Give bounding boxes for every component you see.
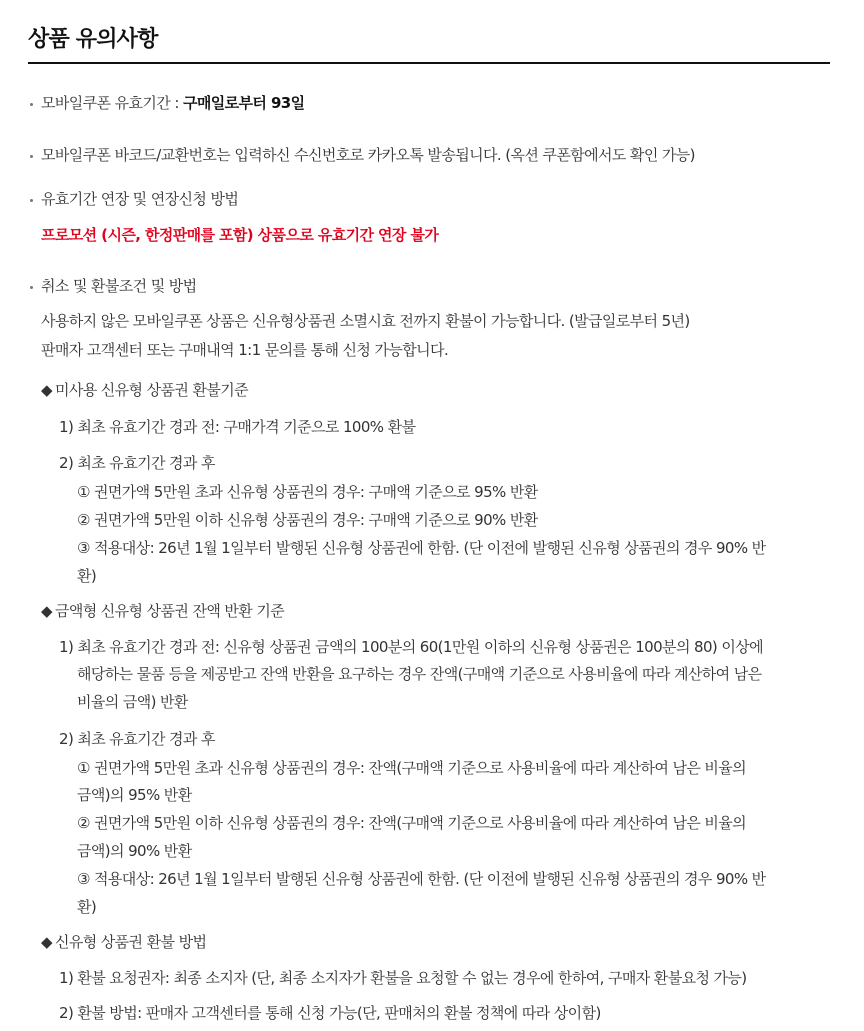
- unused-item-1: 1) 최초 유효기간 경과 전: 구매가격 기준으로 100% 환불: [59, 418, 416, 436]
- unused-refund-heading-text: 미사용 신유형 상품권 환불기준: [54, 381, 249, 399]
- balance-sub-2-cont: 금액)의 90% 반환: [77, 842, 192, 860]
- balance-sub-3: ③ 적용대상: 26년 1월 1일부터 발행된 신유형 상품권에 한함. (단 이전에 발행된 신유형 상품권의 경우 90% 반: [77, 870, 766, 888]
- title-divider: [28, 62, 830, 64]
- unused-sub-1: ① 권면가액 5만원 초과 신유형 상품권의 경우: 구매액 기준으로 95% 반환: [77, 483, 538, 501]
- page-title: 상품 유의사항: [28, 27, 158, 52]
- extension-heading: 유효기간 연장 및 연장신청 방법: [41, 190, 239, 208]
- method-item-1: 1) 환불 요청권자: 최종 소지자 (단, 최종 소지자가 환불을 요청할 수 없는 경우에 한하여, 구매자 환불요청 가능): [59, 969, 747, 987]
- balance-sub-1: ① 권면가액 5만원 초과 신유형 상품권의 경우: 잔액(구매액 기준으로 사용비율에 따라 계산하여 남은 비율의: [77, 759, 747, 777]
- balance-item-1: 1) 최초 유효기간 경과 전: 신유형 상품권 금액의 100분의 60(1만원 이하의 신유형 상품권은 100분의 80) 이상에: [59, 638, 763, 656]
- product-notice-section: [28, 0, 830, 1031]
- bullet-dot-icon: [28, 93, 36, 114]
- bullet-dot-icon: [28, 276, 36, 297]
- balance-item-1-cont: 해당하는 물품 등을 제공받고 잔액 반환을 요구하는 경우 잔액(구매액 기준으로 사용비율에 따라 계산하여 남은: [77, 665, 762, 683]
- refund-method-heading: [41, 932, 206, 953]
- balance-item-2: 2) 최초 유효기간 경과 후: [59, 730, 215, 748]
- barcode-note: 모바일쿠폰 바코드/교환번호는 입력하신 수신번호로 카카오톡 발송됩니다. (옥션 쿠폰함에서도 확인 가능): [41, 146, 695, 164]
- unused-refund-heading: [41, 380, 248, 401]
- validity-label: 모바일쿠폰 유효기간 :: [41, 94, 183, 112]
- refund-heading: 취소 및 환불조건 및 방법: [41, 277, 197, 295]
- refund-line-1: 사용하지 않은 모바일쿠폰 상품은 신유형상품권 소멸시효 전까지 환불이 가능합니다. (발급일로부터 5년): [41, 312, 690, 330]
- balance-refund-heading: [41, 601, 284, 622]
- method-item-2: 2) 환불 방법: 판매자 고객센터를 통해 신청 가능(단, 판매처의 환불 정책에 따라 상이함): [59, 1004, 601, 1022]
- extension-warning: 프로모션 (시즌, 한정판매를 포함) 상품으로 유효기간 연장 불가: [41, 226, 439, 244]
- validity-note: [41, 93, 305, 114]
- diamond-icon: ◆: [41, 933, 52, 951]
- refund-line-2: 판매자 고객센터 또는 구매내역 1:1 문의를 통해 신청 가능합니다.: [41, 341, 449, 359]
- balance-sub-1-cont: 금액)의 95% 반환: [77, 786, 192, 804]
- unused-sub-3-cont: 환): [77, 567, 97, 585]
- refund-method-heading-text: 신유형 상품권 환불 방법: [54, 933, 207, 951]
- diamond-icon: ◆: [41, 602, 52, 620]
- unused-sub-3: ③ 적용대상: 26년 1월 1일부터 발행된 신유형 상품권에 한함. (단 이전에 발행된 신유형 상품권의 경우 90% 반: [77, 539, 766, 557]
- bullet-dot-icon: [28, 189, 36, 210]
- balance-item-1-cont-2: 비율의 금액) 반환: [77, 693, 188, 711]
- balance-sub-3-cont: 환): [77, 898, 97, 916]
- bullet-dot-icon: [28, 145, 36, 166]
- diamond-icon: ◆: [41, 381, 52, 399]
- balance-sub-2: ② 권면가액 5만원 이하 신유형 상품권의 경우: 잔액(구매액 기준으로 사용비율에 따라 계산하여 남은 비율의: [77, 814, 747, 832]
- unused-sub-2: ② 권면가액 5만원 이하 신유형 상품권의 경우: 구매액 기준으로 90% 반환: [77, 511, 538, 529]
- validity-value: 구매일로부터 93일: [182, 94, 305, 112]
- unused-item-2: 2) 최초 유효기간 경과 후: [59, 454, 215, 472]
- balance-refund-heading-text: 금액형 신유형 상품권 잔액 반환 기준: [54, 602, 285, 620]
